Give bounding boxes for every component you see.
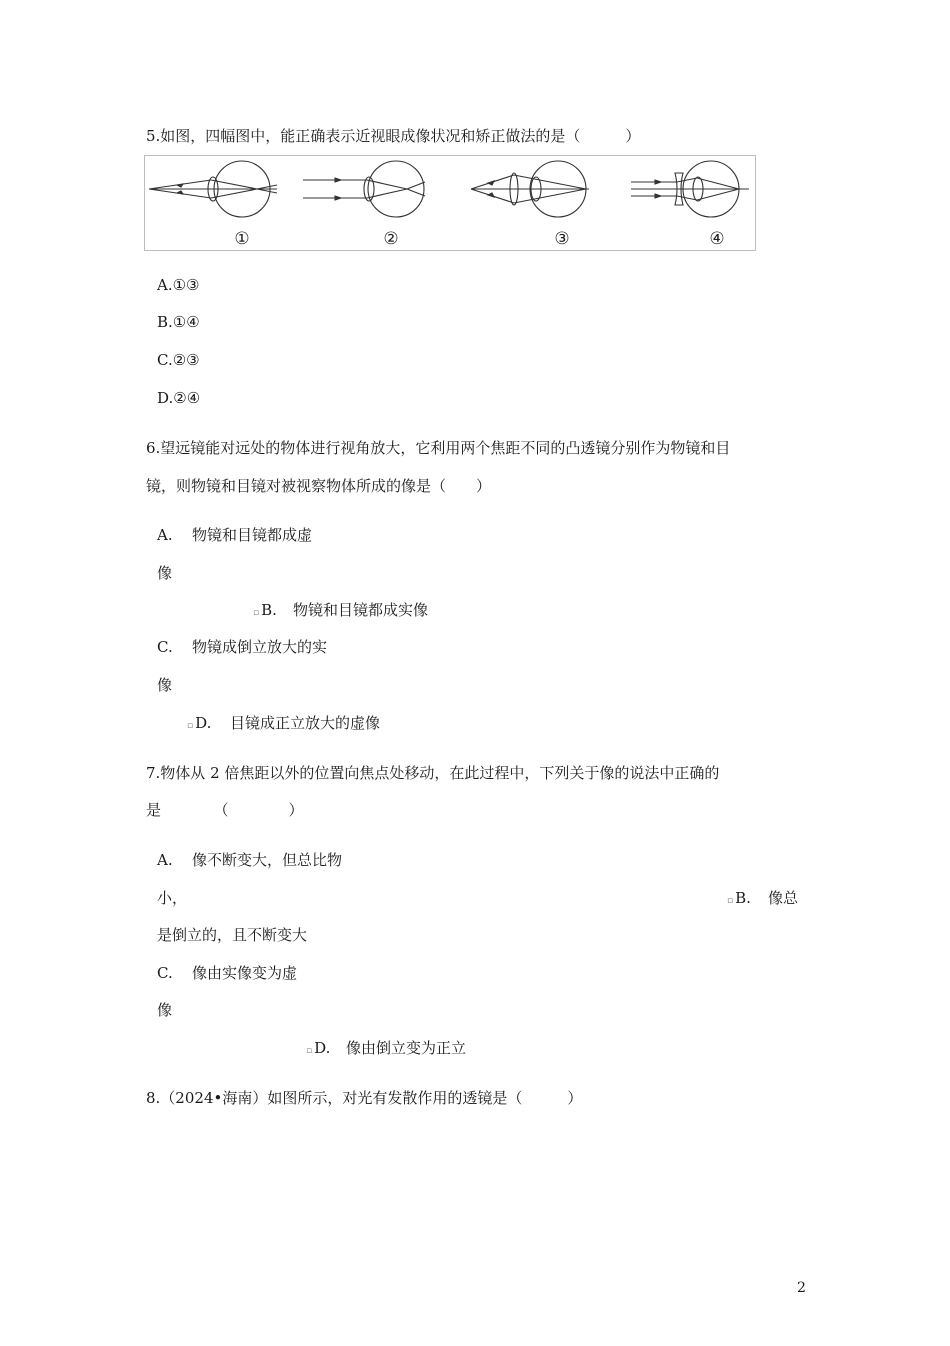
q6-option-b-letter-text: B. bbox=[261, 601, 277, 619]
q7-option-b-letter[interactable] bbox=[727, 888, 751, 911]
q8-stem: 8.（2024•海南）如图所示，对光有发散作用的透镜是（ ） bbox=[146, 1089, 583, 1107]
q6-option-d-text[interactable]: 目镜成正立放大的虚像 bbox=[230, 714, 381, 732]
q5-stem: 5.如图，四幅图中，能正确表示近视眼成像状况和矫正做法的是（ ） bbox=[146, 127, 641, 145]
q7-option-c-letter[interactable]: C. bbox=[157, 964, 173, 982]
q6-option-b-text[interactable]: 物镜和目镜都成实像 bbox=[293, 601, 429, 619]
q7-option-d-letter[interactable] bbox=[306, 1038, 330, 1061]
eye-diagram-1 bbox=[149, 161, 277, 217]
eye-diagram-3 bbox=[471, 161, 589, 217]
q5-option-c[interactable]: C.②③ bbox=[157, 351, 200, 369]
q7-option-c-continuation: 像 bbox=[157, 1001, 173, 1019]
q6-stem-line2: 镜，则物镜和目镜对被视察物体所成的像是（ ） bbox=[146, 477, 492, 495]
q6-option-a-continuation: 像 bbox=[157, 564, 173, 582]
q6-option-c-continuation: 像 bbox=[157, 676, 173, 694]
eye-diagrams bbox=[145, 156, 755, 250]
figure-label-2: ② bbox=[383, 229, 399, 249]
figure-label-4: ④ bbox=[709, 229, 725, 249]
q6-stem-line1: 6.望远镜能对远处的物体进行视角放大，它利用两个焦距不同的凸透镜分别作为物镜和目 bbox=[146, 439, 731, 457]
q7-option-c-text[interactable]: 像由实像变为虚 bbox=[192, 964, 298, 982]
option-marker-icon: ▫ bbox=[253, 608, 260, 618]
q6-option-a-letter[interactable]: A. bbox=[157, 526, 173, 544]
q7-option-a-continuation: 小， bbox=[157, 889, 188, 907]
q5-eye-figure bbox=[144, 155, 756, 251]
q6-option-c-letter[interactable]: C. bbox=[157, 638, 173, 656]
q6-option-d-letter[interactable] bbox=[187, 713, 211, 736]
q7-option-b-text[interactable]: 像总 bbox=[768, 889, 799, 907]
figure-label-1: ① bbox=[234, 229, 250, 249]
option-marker-icon: ▫ bbox=[727, 896, 734, 906]
q7-option-b-continuation: 是倒立的，且不断变大 bbox=[157, 926, 308, 944]
figure-label-3: ③ bbox=[554, 229, 570, 249]
q7-option-d-text[interactable]: 像由倒立变为正立 bbox=[346, 1039, 467, 1057]
q7-option-b-letter-text: B. bbox=[735, 889, 751, 907]
q7-option-a-letter[interactable]: A. bbox=[157, 851, 173, 869]
q7-stem-line2: 是 （ ） bbox=[146, 801, 304, 819]
option-marker-icon: ▫ bbox=[187, 721, 194, 731]
q6-option-a-text[interactable]: 物镜和目镜都成虚 bbox=[192, 526, 313, 544]
q7-option-a-text[interactable]: 像不断变大，但总比物 bbox=[192, 851, 343, 869]
q5-option-b[interactable]: B.①④ bbox=[157, 313, 200, 331]
q7-option-d-letter-text: D. bbox=[314, 1039, 331, 1057]
page-number: 2 bbox=[797, 1280, 806, 1296]
q6-option-d-letter-text: D. bbox=[195, 714, 212, 732]
q6-option-c-text[interactable]: 物镜成倒立放大的实 bbox=[192, 638, 328, 656]
q5-option-a[interactable]: A.①③ bbox=[157, 276, 200, 294]
eye-diagram-4 bbox=[631, 161, 749, 217]
q5-option-d[interactable]: D.②④ bbox=[157, 389, 201, 407]
eye-diagram-2 bbox=[303, 161, 425, 217]
q6-option-b-letter[interactable] bbox=[253, 600, 277, 623]
option-marker-icon: ▫ bbox=[306, 1046, 313, 1056]
q7-stem-line1: 7.物体从 2 倍焦距以外的位置向焦点处移动，在此过程中，下列关于像的说法中正确的 bbox=[146, 764, 720, 782]
